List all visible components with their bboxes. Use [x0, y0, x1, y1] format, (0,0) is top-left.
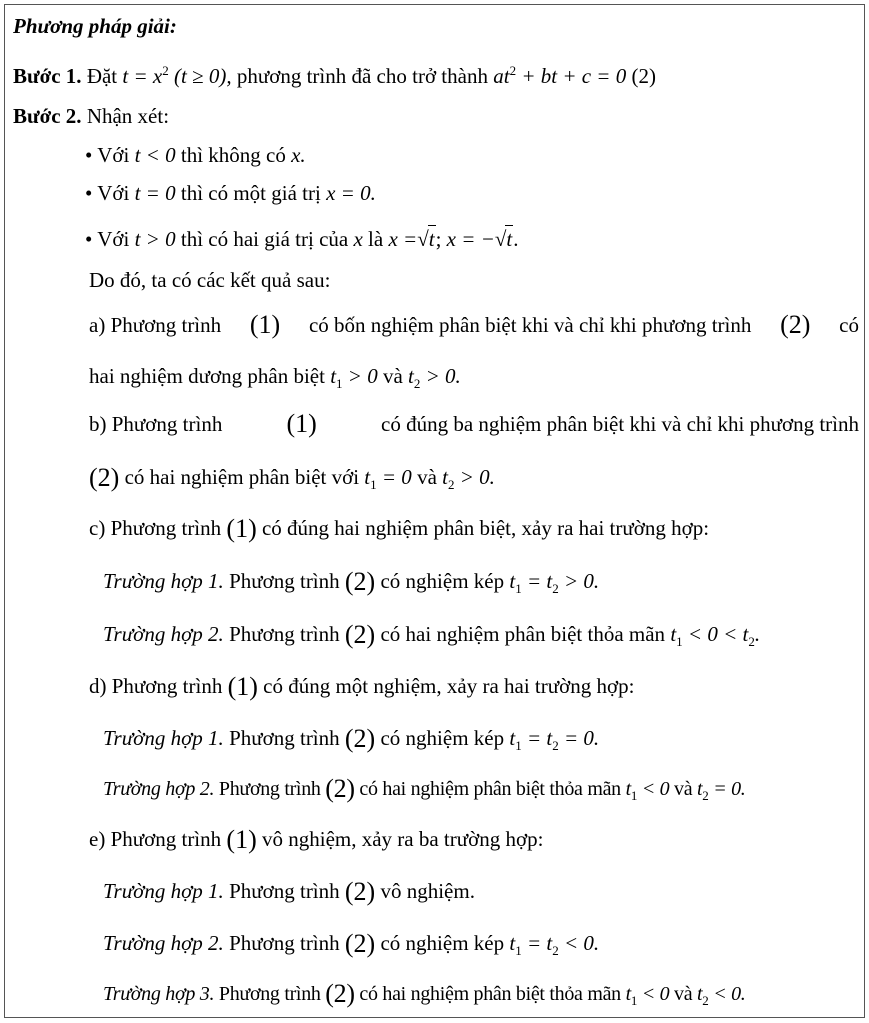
- substitution: $t = x^2$: [122, 63, 169, 88]
- bullet-1: • Với t < 0 thì không có x.: [85, 143, 306, 167]
- case-e-sub-2: Trường hợp 2. Phương trình (2) có nghiệm kép $t_1 = t_2 < 0$.: [103, 929, 600, 958]
- step-2-text: Nhận xét:: [86, 104, 170, 128]
- step-2: [13, 103, 169, 129]
- step-1-pre: Đặt: [86, 64, 118, 88]
- case-a-line-2: hai nghiệm dương phân biệt $t_1 > 0$ và $t_2 > 0$.: [89, 364, 461, 391]
- bullet-3: • Với t > 0 thì có hai giá trị của x là x =√t; x = −√t.: [85, 227, 519, 251]
- case-b-line-2: (2) có hai nghiệm phân biệt với $t_1 = 0$ và $t_2 > 0$.: [89, 463, 495, 492]
- case-e-sub-1: Trường hợp 1. Phương trình (2) vô nghiệm.: [103, 877, 475, 906]
- case-d-sub-2: Trường hợp 2. Phương trình (2) có hai nghiệm phân biệt thỏa mãn $t_1 < 0$ và $t_2 = 0$.: [103, 774, 746, 803]
- step-2-label: Bước 2.: [13, 104, 82, 128]
- condition: (t ≥ 0),: [173, 64, 232, 88]
- section-title: Phương pháp giải:: [13, 14, 177, 38]
- case-d-heading: d) Phương trình (1) có đúng một nghiệm, xảy ra hai trường hợp:: [89, 672, 635, 701]
- conclusion: Do đó, ta có các kết quả sau:: [89, 268, 331, 292]
- case-c-sub-2: Trường hợp 2. Phương trình (2) có hai nghiệm phân biệt thỏa mãn $t_1 < 0 < t_2$.: [103, 620, 761, 649]
- case-b-line-1: b) Phương trình (1) có đúng ba nghiệm phân biệt khi và chỉ khi phương trình: [89, 409, 859, 438]
- case-e-sub-3: Trường hợp 3. Phương trình (2) có hai nghiệm phân biệt thỏa mãn $t_1 < 0$ và $t_2 < 0$.: [103, 979, 746, 1008]
- case-c-heading: c) Phương trình (1) có đúng hai nghiệm phân biệt, xảy ra hai trường hợp:: [89, 514, 710, 543]
- bullet-2: • Với t = 0 thì có một giá trị x = 0.: [85, 181, 376, 205]
- solution-method-box: [4, 4, 865, 1018]
- case-a-line-1: a) Phương trình (1) có bốn nghiệm phân biệt khi và chỉ khi phương trình (2) có: [89, 310, 859, 339]
- step-1-label: Bước 1.: [13, 64, 82, 88]
- case-c-sub-1: Trường hợp 1. Phương trình (2) có nghiệm kép $t_1 = t_2 > 0$.: [103, 567, 600, 596]
- case-e-heading: e) Phương trình (1) vô nghiệm, xảy ra ba trường hợp:: [89, 825, 544, 854]
- equation-ref: (2): [631, 64, 656, 88]
- equation-2: $at^2$ + bt + c = 0: [493, 63, 627, 88]
- case-d-sub-1: Trường hợp 1. Phương trình (2) có nghiệm kép $t_1 = t_2 = 0$.: [103, 724, 600, 753]
- step-1-mid: phương trình đã cho trở thành: [236, 64, 488, 88]
- step-1: [13, 58, 656, 89]
